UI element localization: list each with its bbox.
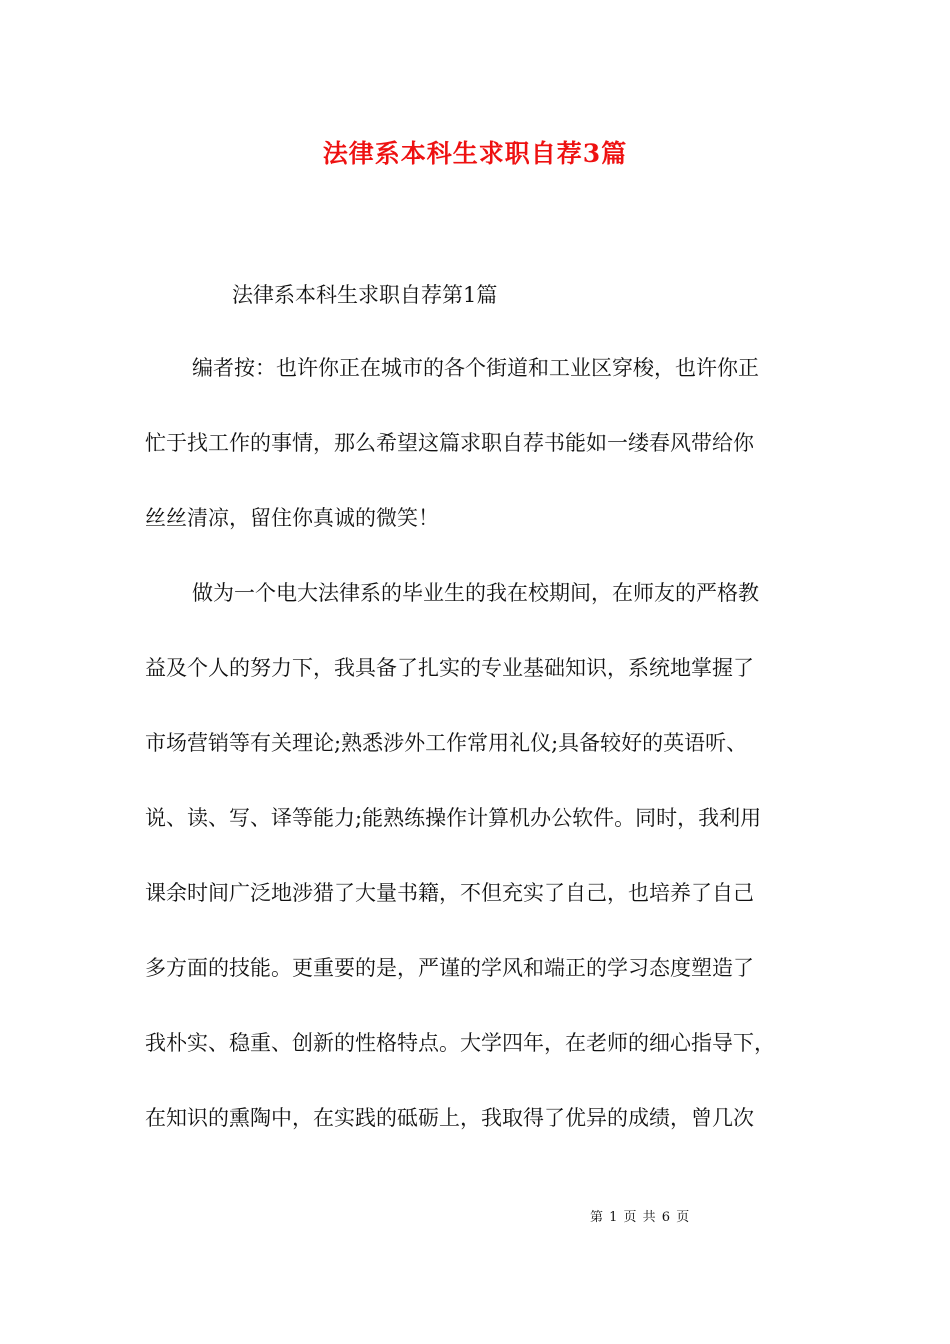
paragraph-line: 在知识的熏陶中，在实践的砥砺上，我取得了优异的成绩，曾几次: [145, 1106, 754, 1130]
document-title: 法律系本科生求职自荐3篇: [322, 139, 628, 168]
paragraph-line: 说、读、写、译等能力;能熟练操作计算机办公软件。同时，我利用: [145, 806, 762, 830]
paragraph-line: 做为一个电大法律系的毕业生的我在校期间，在师友的严格教: [192, 581, 759, 605]
section-heading: 法律系本科生求职自荐第1篇: [232, 283, 498, 307]
paragraph-line: 益及个人的努力下，我具备了扎实的专业基础知识，系统地掌握了: [145, 656, 754, 680]
paragraph-line: 丝丝清凉，留住你真诚的微笑！: [145, 506, 439, 530]
paragraph-line: 市场营销等有关理论;熟悉涉外工作常用礼仪;具备较好的英语听、: [145, 731, 748, 755]
paragraph-line: 课余时间广泛地涉猎了大量书籍，不但充实了自己，也培养了自己: [145, 881, 754, 905]
paragraph-line: 忙于找工作的事情，那么希望这篇求职自荐书能如一缕春风带给你: [145, 431, 754, 455]
paragraph-editor-note: [145, 331, 815, 556]
paragraph-line: 我朴实、稳重、创新的性格特点。大学四年，在老师的细心指导下，: [145, 1031, 775, 1055]
page-footer: 第 1 页 共 6 页: [590, 1210, 691, 1225]
paragraph-line: 编者按：也许你正在城市的各个街道和工业区穿梭，也许你正: [192, 356, 759, 380]
paragraph-body: [145, 556, 815, 1156]
paragraph-line: 多方面的技能。更重要的是，严谨的学风和端正的学习态度塑造了: [145, 956, 754, 980]
